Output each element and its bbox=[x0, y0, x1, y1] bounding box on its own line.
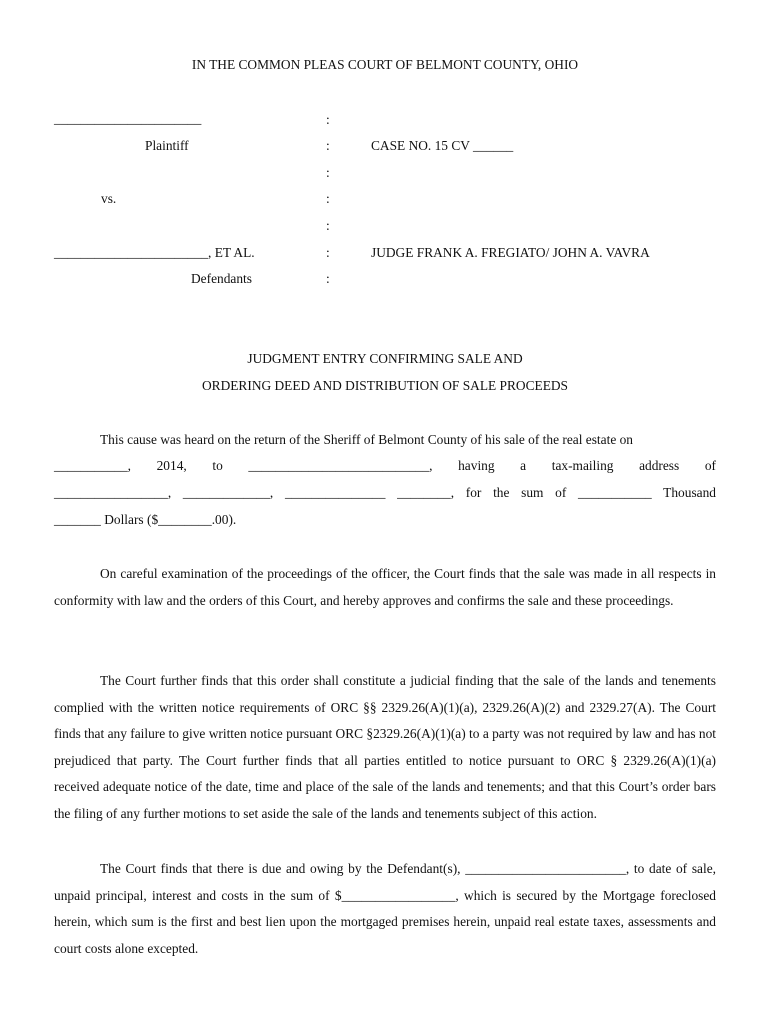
vs-label: vs. bbox=[101, 191, 117, 206]
court-heading: IN THE COMMON PLEAS COURT OF BELMONT COUNTY, OHIO bbox=[191, 57, 579, 72]
paragraph-amount-due: The Court finds that there is due and owing by the Defendant(s), ________________________, to date of sale, unpaid principal, interest and costs in the sum of $_________________, which is secured by the Mortgage foreclosed herein, which sum is the first and best lien upon the mortgaged premises herein, unpaid real estate taxes, assessments and court costs alone excepted. bbox=[54, 861, 716, 956]
caption-colon: : bbox=[326, 165, 330, 180]
caption-colon: : bbox=[326, 218, 330, 233]
entry-title-line1: JUDGMENT ENTRY CONFIRMING SALE AND bbox=[247, 351, 523, 366]
case-number: CASE NO. 15 CV ______ bbox=[371, 138, 514, 153]
caption-colon: : bbox=[326, 271, 330, 286]
plaintiff-blank: ______________________ bbox=[54, 111, 202, 126]
para1-line3: _________________, _____________, _______________ ________, for the sum of ___________ Thousand bbox=[54, 485, 716, 500]
para1-line2: ___________, 2014, to ___________________________, having a tax-mailing address of bbox=[54, 458, 716, 473]
defendants-label: Defendants bbox=[191, 271, 252, 286]
judge-name: JUDGE FRANK A. FREGIATO/ JOHN A. VAVRA bbox=[371, 245, 650, 260]
plaintiff-label: Plaintiff bbox=[145, 138, 189, 153]
paragraph-confirmation: On careful examination of the proceedings of the officer, the Court finds that the sale was made in all respects in conformity with law and the orders of this Court, and hereby approves and confirms the sale and these proceedings. bbox=[54, 566, 716, 608]
caption-colon: : bbox=[326, 112, 330, 127]
caption-colon: : bbox=[326, 245, 330, 260]
entry-title-line2: ORDERING DEED AND DISTRIBUTION OF SALE PROCEEDS bbox=[201, 378, 569, 393]
para1-line1: This cause was heard on the return of the Sheriff of Belmont County of his sale of the real estate on bbox=[100, 432, 633, 447]
para1-line4: _______ Dollars ($________.00). bbox=[54, 512, 237, 527]
caption-colon: : bbox=[326, 138, 330, 153]
defendant-line: _______________________, ET AL. bbox=[54, 245, 255, 260]
caption-colon: : bbox=[326, 191, 330, 206]
paragraph-notice-findings: The Court further finds that this order shall constitute a judicial finding that the sale of the lands and tenements complied with the written notice requirements of ORC §§ 2329.26(A)(1)(a), 2329.26(A)(2) and 2329.27(A). The Court finds that any failure to give written notice pursuant ORC §2329.26(A)(1)(a) to a party was not required by law and has not prejudiced that party. The Court further finds that all parties entitled to notice pursuant to ORC § 2329.26(A)(1)(a) received adequate notice of the date, time and place of the sale of the lands and tenements; and that this Court’s order bars the filing of any further motions to set aside the sale of the lands and tenements subject of this action. bbox=[54, 673, 716, 821]
